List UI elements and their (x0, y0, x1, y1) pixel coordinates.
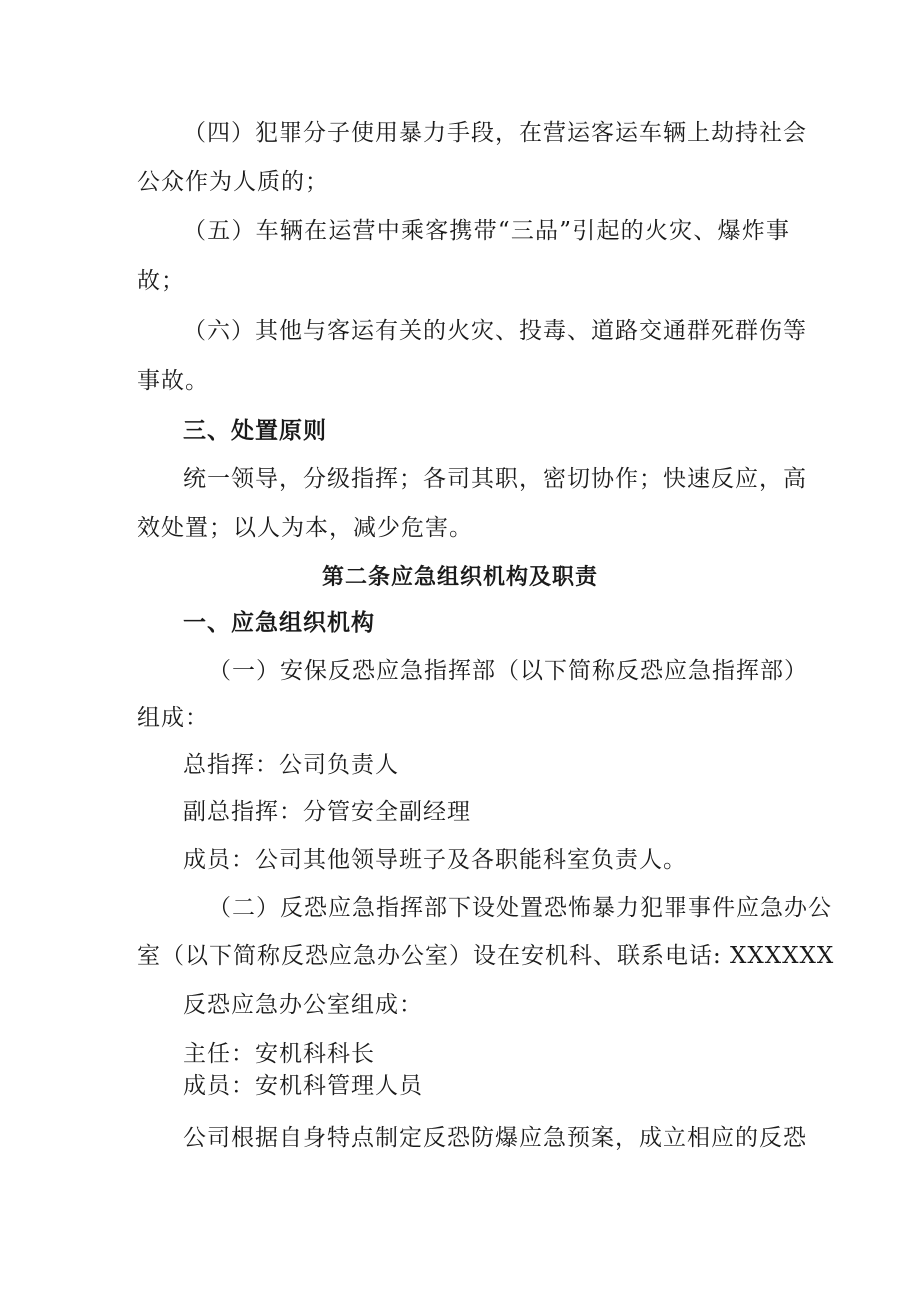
members-line: 成员：公司其他领导班子及各职能科室负责人。 (183, 847, 687, 873)
organization-item-1-line-2: 组成： (137, 705, 209, 731)
organization-item-2-line-2: 室（以下简称反恐应急办公室）设在安机科、联系电话: XXXXXX (137, 943, 835, 969)
closing-line: 公司根据自身特点制定反恐防爆应急预案，成立相应的反恐 (183, 1125, 807, 1151)
paragraph-item-5-line-1: （五）车辆在运营中乘客携带“三品”引起的火灾、爆炸事 (183, 218, 790, 244)
paragraph-item-6-line-1: （六）其他与客运有关的火灾、投毒、道路交通群死群伤等 (183, 318, 807, 344)
office-composition-line: 反恐应急办公室组成： (183, 992, 423, 1018)
article-title: 第二条应急组织机构及职责 (321, 564, 598, 590)
office-members-line: 成员：安机科管理人员 (183, 1073, 423, 1099)
commander-line: 总指挥：公司负责人 (183, 752, 399, 778)
principles-line-2: 效处置；以人为本，减少危害。 (137, 515, 473, 541)
paragraph-item-4-line-2: 公众作为人质的； (137, 169, 329, 195)
section-heading-principles: 三、处置原则 (183, 417, 327, 444)
organization-item-2-line-1: （二）反恐应急指挥部下设处置恐怖暴力犯罪事件应急办公 (208, 895, 832, 921)
paragraph-item-5-line-2: 故； (137, 268, 185, 294)
paragraph-item-4-line-1: （四）犯罪分子使用暴力手段，在营运客运车辆上劫持社会 (183, 120, 807, 146)
principles-line-1: 统一领导，分级指挥；各司其职，密切协作；快速反应，高 (183, 466, 807, 492)
deputy-commander-line: 副总指挥：分管安全副经理 (183, 799, 471, 825)
paragraph-item-6-line-2: 事故。 (137, 368, 209, 394)
director-line: 主任：安机科科长 (183, 1041, 375, 1067)
section-heading-organization: 一、应急组织机构 (183, 609, 375, 636)
organization-item-1-line-1: （一）安保反恐应急指挥部（以下简称反恐应急指挥部） (208, 658, 808, 684)
